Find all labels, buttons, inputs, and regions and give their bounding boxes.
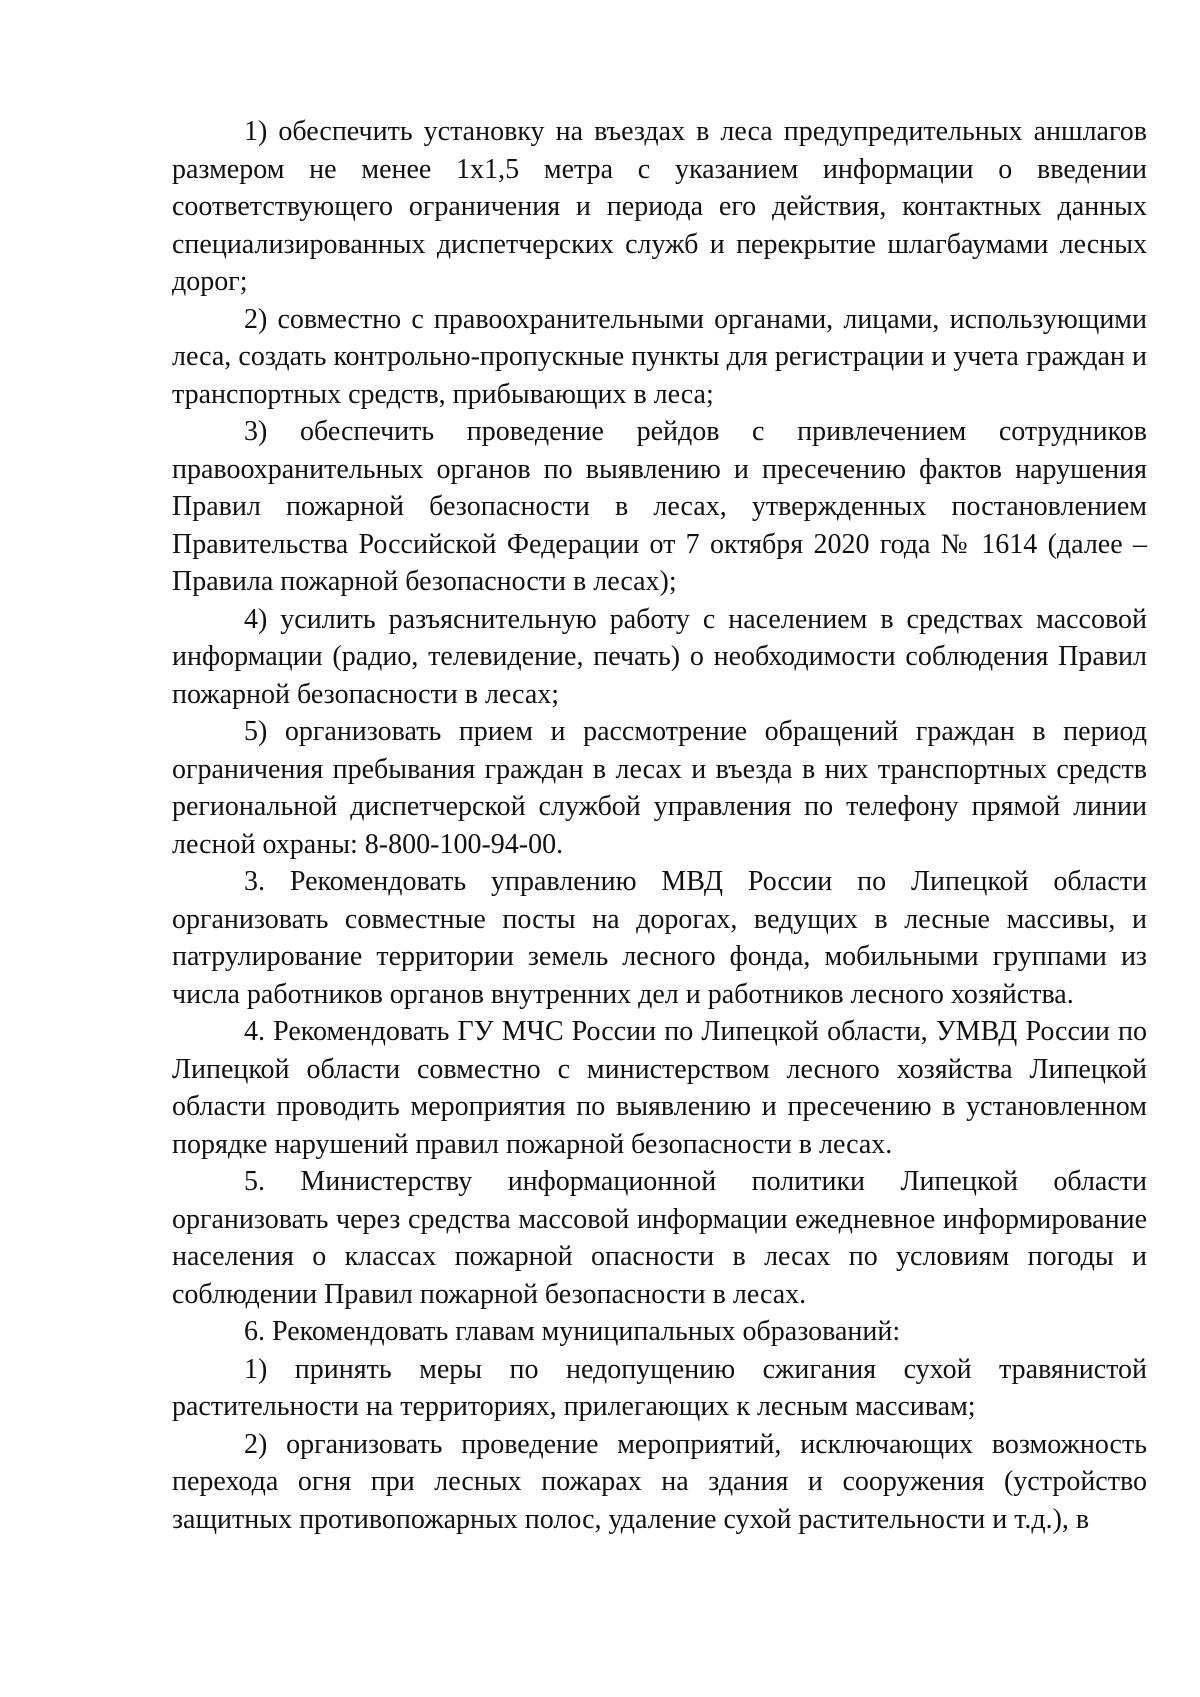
document-body — [172, 113, 1147, 1538]
paragraph-9-section-6-municipal-heads: 6. Рекомендовать главам муниципальных образований: — [244, 1316, 901, 1347]
paragraph-2-item-2-checkpoints: 2) совместно с правоохранительными органами, лицами, использующими леса, создать контрольно-пропускные пункты для регистрации и учета граждан и транспортных средств, прибывающих в леса; — [172, 303, 1147, 410]
paragraph-6-section-3-mvd: 3. Рекомендовать управлению МВД России по Липецкой области организовать совместные посты на дорогах, ведущих в лесные массивы, и патрулирование территории земель лесного фонда, мобильными группами из числа работников органов внутренних дел и работников лесного хозяйства. — [172, 866, 1147, 1010]
paragraph-10-item-1-dry-grass: 1) принять меры по недопущению сжигания сухой травянистой растительности на территориях, прилегающих к лесным массивам; — [172, 1353, 1147, 1422]
paragraph-1-item-1-signs: 1) обеспечить установку на въездах в леса предупредительных аншлагов размером не менее 1x1,5 метра с указанием информации о введении соответствующего ограничения и периода его действия, контактных данных специализированных диспетчерских служб и перекрытие шлагбаумами лесных дорог; — [172, 116, 1147, 297]
paragraph-4-item-4-outreach: 4) усилить разъяснительную работу с населением в средствах массовой информации (радио, телевидение, печать) о необходимости соблюдения Правил пожарной безопасности в лесах; — [172, 603, 1147, 710]
paragraph-5-item-5-hotline: 5) организовать прием и рассмотрение обращений граждан в период ограничения пребывания граждан в лесах и въезда в них транспортных средств региональной диспетчерской службой управления по телефону прямой линии лесной охраны: 8-800-100-94-00. — [172, 716, 1147, 860]
paragraph-3-item-3-raids: 3) обеспечить проведение рейдов с привлечением сотрудников правоохранительных органов по выявлению и пресечению фактов нарушения Правил пожарной безопасности в лесах, утвержденных постановлением Правительства Российской Федерации от 7 октября 2020 года № 1614 (далее – Правила пожарной безопасности в лесах); — [172, 416, 1147, 597]
paragraph-11-item-2-fire-barriers: 2) организовать проведение мероприятий, исключающих возможность перехода огня при лесных пожарах на здания и сооружения (устройство защитных противопожарных полос, удаление сухой растительности и т.д.), в — [172, 1428, 1147, 1535]
paragraph-7-section-4-mchs: 4. Рекомендовать ГУ МЧС России по Липецкой области, УМВД России по Липецкой области совместно с министерством лесного хозяйства Липецкой области проводить мероприятия по выявлению и пресечению в установленном порядке нарушений правил пожарной безопасности в лесах. — [172, 1016, 1147, 1160]
paragraph-8-section-5-information-ministry: 5. Министерству информационной политики Липецкой области организовать через средства массовой информации ежедневное информирование населения о классах пожарной опасности в лесах по условиям погоды и соблюдении Правил пожарной безопасности в лесах. — [172, 1166, 1147, 1310]
